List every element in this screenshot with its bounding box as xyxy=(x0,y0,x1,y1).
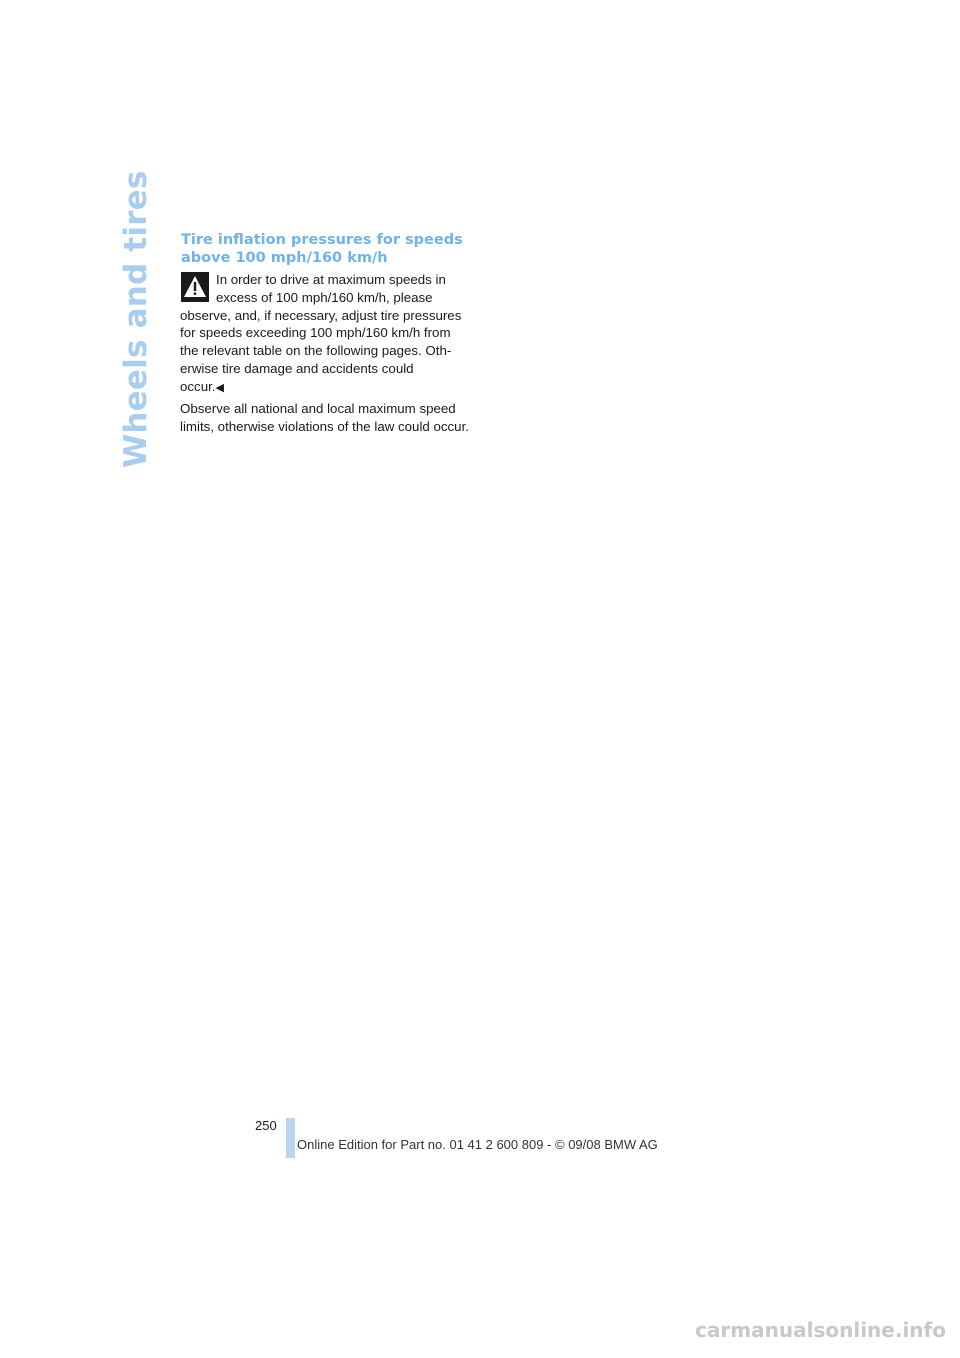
warning-line: occur. xyxy=(180,378,216,394)
end-of-warning-icon: ◀ xyxy=(215,381,224,394)
speed-limit-paragraph: Observe all national and local maximum speed limits, otherwise violations of the law could occur. xyxy=(180,401,469,434)
warning-line: for speeds exceeding 100 mph/160 km/h from xyxy=(180,325,451,341)
warning-line: observe, and, if necessary, adjust tire pressures xyxy=(180,307,462,323)
warning-line: excess of 100 mph/160 km/h, please xyxy=(216,289,433,305)
watermark-logo: carmanualsonline.info xyxy=(695,1318,946,1342)
section-heading xyxy=(181,231,481,267)
warning-line: In order to drive at maximum speeds in xyxy=(216,272,446,287)
footer-edition-text: Online Edition for Part no. 01 41 2 600 809 - © 09/08 BMW AG xyxy=(297,1137,658,1152)
heading-line-1: Tire inflation pressures for speeds xyxy=(181,232,463,248)
section-side-tab: Wheels and tires xyxy=(118,170,154,468)
warning-line-last xyxy=(180,378,472,398)
warning-line: the relevant table on the following pages. Oth- xyxy=(180,343,452,359)
warning-text xyxy=(180,271,472,398)
heading-line-2: above 100 mph/160 km/h xyxy=(181,250,388,266)
page-number: 250 xyxy=(255,1118,277,1133)
footer-accent-bar xyxy=(286,1118,295,1158)
warning-line: erwise tire damage and accidents could xyxy=(180,360,414,376)
